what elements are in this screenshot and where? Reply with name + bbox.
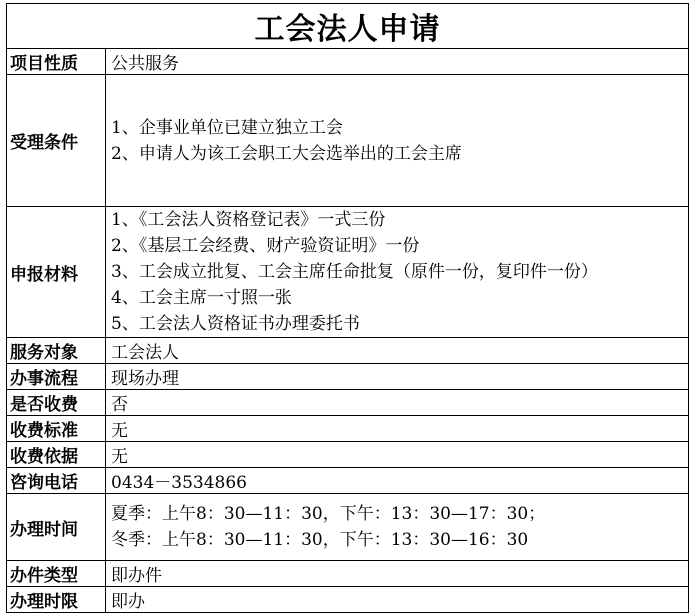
table-row (7, 49, 689, 75)
row-label: 项目性质 (7, 49, 106, 75)
row-label: 咨询电话 (7, 468, 106, 494)
hours-line: 冬季：上午8：30—11：30，下午：13：30—16：30 (111, 530, 529, 550)
table-row (7, 468, 689, 494)
row-value (106, 207, 689, 338)
table-row (7, 338, 689, 364)
table-row (7, 442, 689, 468)
row-value: 即办件 (106, 561, 689, 587)
table-row (7, 207, 689, 338)
table-row (7, 390, 689, 416)
row-value: 无 (106, 416, 689, 442)
table-row (7, 364, 689, 390)
hours-line: 夏季：上午8：30—11：30，下午：13：30—17：30； (111, 504, 546, 524)
row-label: 办件类型 (7, 561, 106, 587)
material-line: 4、工会主席一寸照一张 (111, 288, 292, 308)
row-label: 服务对象 (7, 338, 106, 364)
table-row (7, 561, 689, 587)
row-value (106, 75, 689, 207)
material-line: 3、工会成立批复、工会主席任命批复（原件一份，复印件一份） (111, 262, 598, 282)
table-row (7, 75, 689, 207)
row-label: 收费标准 (7, 416, 106, 442)
table-row (7, 416, 689, 442)
row-label: 是否收费 (7, 390, 106, 416)
row-value: 公共服务 (106, 49, 689, 75)
material-line: 5、工会法人资格证书办理委托书 (111, 314, 360, 334)
row-value (106, 494, 689, 561)
condition-line: 1、企事业单位已建立独立工会 (111, 117, 343, 138)
row-label: 收费依据 (7, 442, 106, 468)
row-value: 0434－3534866 (106, 468, 689, 494)
condition-line: 2、申请人为该工会职工大会选举出的工会主席 (111, 143, 462, 164)
row-label: 办理时限 (7, 587, 106, 613)
row-label: 办理时间 (7, 494, 106, 561)
row-label: 申报材料 (7, 207, 106, 338)
page-title: 工会法人申请 (7, 4, 689, 49)
table-row (7, 494, 689, 561)
material-line: 1、《工会法人资格登记表》一式三份 (111, 210, 386, 230)
material-line: 2、《基层工会经费、财产验资证明》一份 (111, 236, 420, 256)
row-value: 无 (106, 442, 689, 468)
row-value: 即办 (106, 587, 689, 613)
row-value: 现场办理 (106, 364, 689, 390)
row-label: 办事流程 (7, 364, 106, 390)
row-label: 受理条件 (7, 75, 106, 207)
service-info-table (6, 3, 689, 613)
table-row (7, 587, 689, 613)
row-value: 工会法人 (106, 338, 689, 364)
row-value: 否 (106, 390, 689, 416)
